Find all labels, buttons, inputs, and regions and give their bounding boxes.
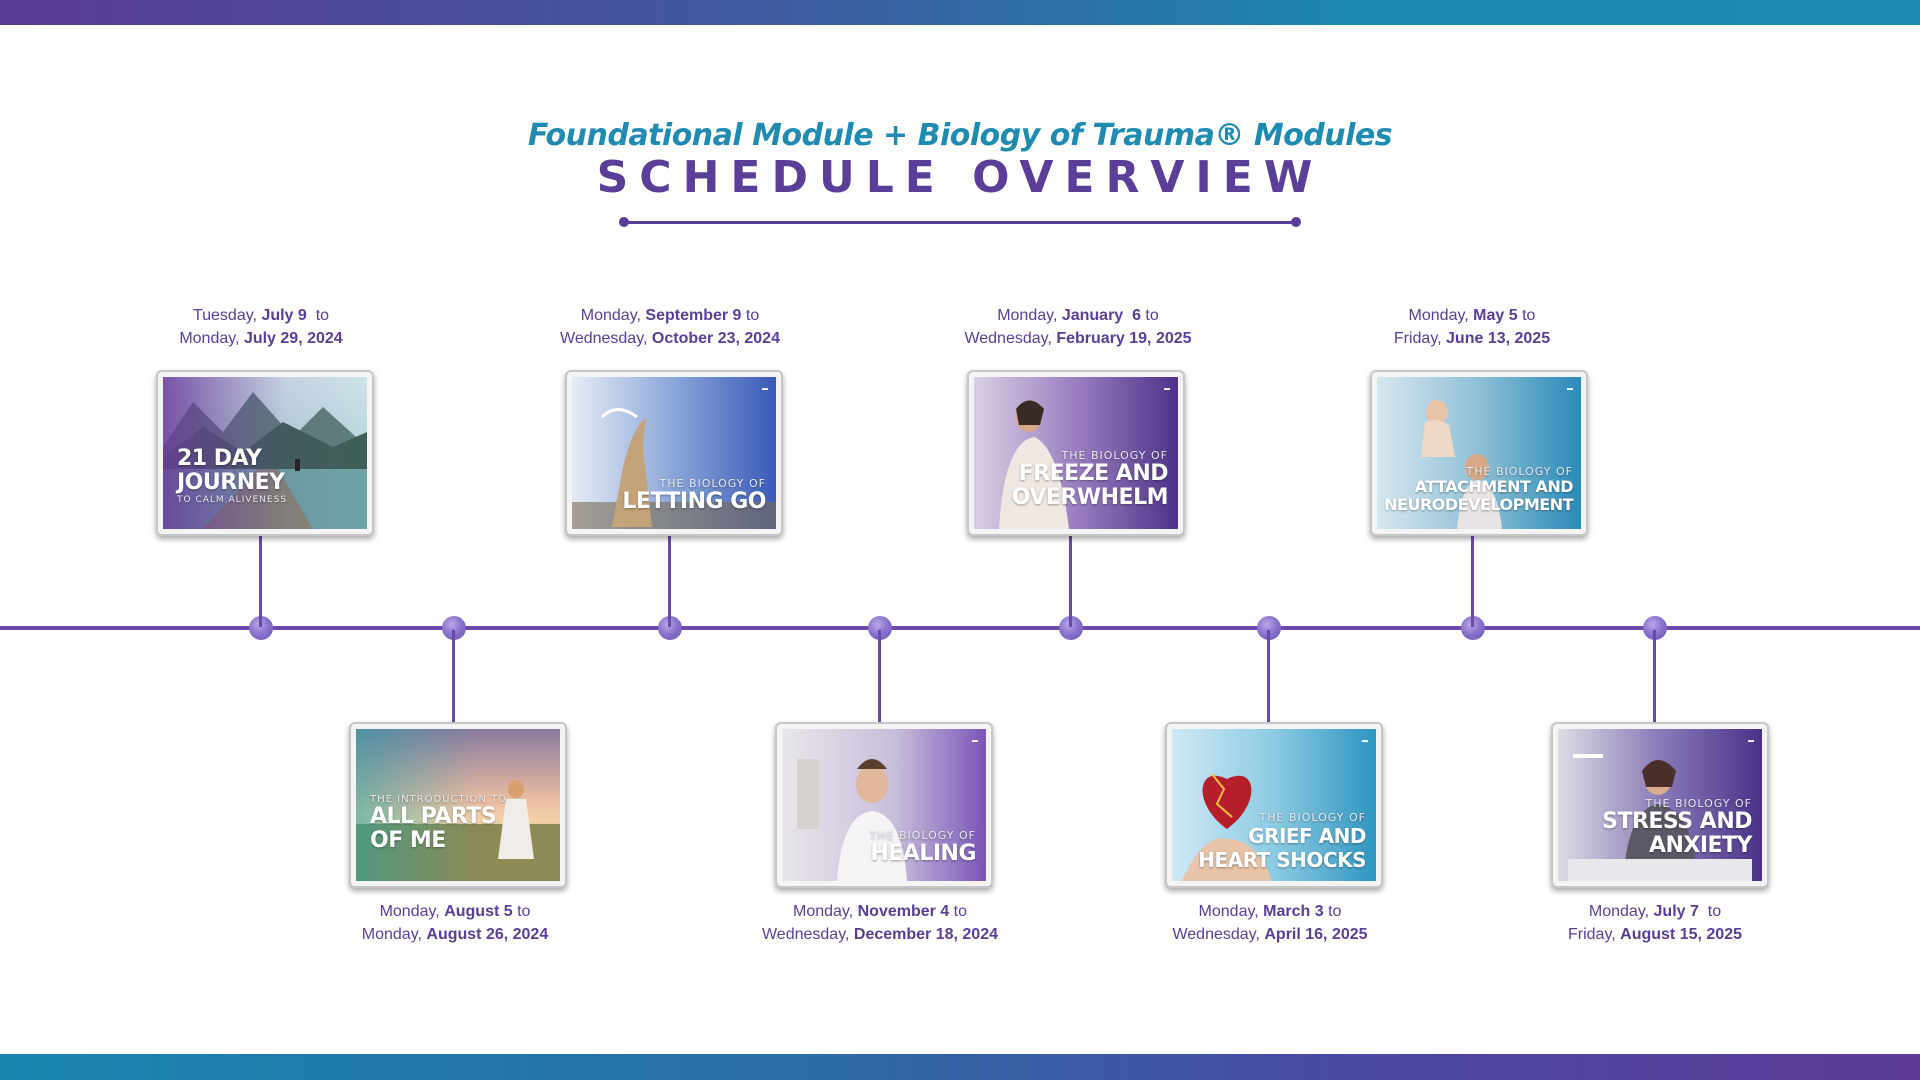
stem-1 bbox=[259, 535, 262, 627]
module-5-title-line-2: OVERWHELM bbox=[1011, 485, 1168, 510]
subtitle: Foundational Module + Biology of Trauma® Modules bbox=[527, 118, 1393, 153]
timeline-line bbox=[0, 626, 1920, 630]
module-8-title-line-1: STRESS AND bbox=[1602, 809, 1752, 834]
page-title: SCHEDULE OVERVIEW bbox=[596, 152, 1324, 203]
module-8-title-line-2: ANXIETY bbox=[1648, 833, 1752, 858]
stem-6 bbox=[1267, 630, 1270, 722]
module-5-card[interactable] bbox=[967, 370, 1185, 536]
module-2-dates: Monday, August 5 to Monday, August 26, 2024 bbox=[361, 903, 549, 943]
module-7-logo-icon: ▬ bbox=[1567, 386, 1573, 392]
module-6-subtitle: THE BIOLOGY OF bbox=[1259, 811, 1366, 824]
module-6-card[interactable] bbox=[1165, 722, 1383, 888]
module-4-dates: Monday, November 4 to Wednesday, December 18, 2024 bbox=[761, 903, 998, 943]
module-6-title-line-1: GRIEF AND bbox=[1248, 824, 1366, 848]
module-3-card[interactable] bbox=[565, 370, 783, 536]
module-7-dates: Monday, May 5 to Friday, June 13, 2025 bbox=[1393, 307, 1551, 347]
top-gradient-bar bbox=[0, 0, 1920, 25]
module-4-title-line-1: HEALING bbox=[870, 841, 976, 866]
stem-3 bbox=[668, 535, 671, 627]
module-6-title-line-2: HEART SHOCKS bbox=[1198, 848, 1366, 872]
module-5-title-line-1: FREEZE AND bbox=[1018, 461, 1168, 486]
module-2-title-line-2: OF ME bbox=[370, 828, 446, 853]
module-8-logo-icon: ▬ bbox=[1748, 738, 1754, 744]
module-4-subtitle: THE BIOLOGY OF bbox=[869, 829, 976, 842]
stem-8 bbox=[1653, 630, 1656, 722]
module-1-dates: Tuesday, July 9 to Monday, July 29, 2024 bbox=[179, 307, 343, 347]
module-2-title-line-1: ALL PARTS bbox=[370, 804, 497, 829]
module-8-image bbox=[1558, 729, 1762, 881]
module-1-title-line-2: JOURNEY bbox=[177, 470, 285, 495]
module-1-title-line-1: 21 DAY bbox=[177, 446, 262, 471]
stem-4 bbox=[878, 630, 881, 722]
module-8-card[interactable] bbox=[1551, 722, 1769, 888]
module-8-dates: Monday, July 7 to Friday, August 15, 2025 bbox=[1568, 903, 1742, 943]
bottom-gradient-bar bbox=[0, 1054, 1920, 1080]
stem-7 bbox=[1471, 535, 1474, 627]
module-4-logo-icon: ▬ bbox=[972, 738, 978, 744]
module-7-subtitle: THE BIOLOGY OF bbox=[1466, 465, 1573, 478]
stem-2 bbox=[452, 630, 455, 722]
underline-left-dot bbox=[619, 217, 629, 227]
module-6-dates: Monday, March 3 to Wednesday, April 16, 2025 bbox=[1172, 903, 1368, 943]
module-8-subtitle: THE BIOLOGY OF bbox=[1645, 797, 1752, 810]
module-3-logo-icon: ▬ bbox=[762, 386, 768, 392]
module-7-title-line-2: NEURODEVELOPMENT bbox=[1384, 495, 1573, 514]
module-1-image bbox=[163, 377, 367, 529]
module-5-image bbox=[974, 377, 1178, 529]
module-3-image bbox=[572, 377, 776, 529]
module-3-title-line-1: LETTING GO bbox=[622, 489, 766, 514]
module-5-logo-icon: ▬ bbox=[1164, 386, 1170, 392]
module-6-image bbox=[1172, 729, 1376, 881]
module-1-card[interactable] bbox=[156, 370, 374, 536]
module-6-logo-icon: ▬ bbox=[1362, 738, 1368, 744]
module-2-subtitle: THE INTRODUCTION TO bbox=[370, 794, 508, 805]
module-2-card[interactable] bbox=[349, 722, 567, 888]
module-7-image bbox=[1377, 377, 1581, 529]
underline-right-dot bbox=[1291, 217, 1301, 227]
module-3-dates: Monday, September 9 to Wednesday, October 23, 2024 bbox=[560, 307, 780, 347]
stem-5 bbox=[1069, 535, 1072, 627]
module-3-subtitle: THE BIOLOGY OF bbox=[659, 477, 766, 490]
module-5-subtitle: THE BIOLOGY OF bbox=[1061, 449, 1168, 462]
module-2-image bbox=[356, 729, 560, 881]
module-4-card[interactable] bbox=[775, 722, 993, 888]
title-underline bbox=[624, 221, 1296, 224]
module-4-image bbox=[782, 729, 986, 881]
module-7-title-line-1: ATTACHMENT AND bbox=[1414, 477, 1573, 496]
module-7-card[interactable] bbox=[1370, 370, 1588, 536]
module-1-tagline: TO CALM ALIVENESS bbox=[177, 495, 288, 505]
module-5-dates: Monday, January 6 to Wednesday, February 19, 2025 bbox=[964, 307, 1192, 347]
